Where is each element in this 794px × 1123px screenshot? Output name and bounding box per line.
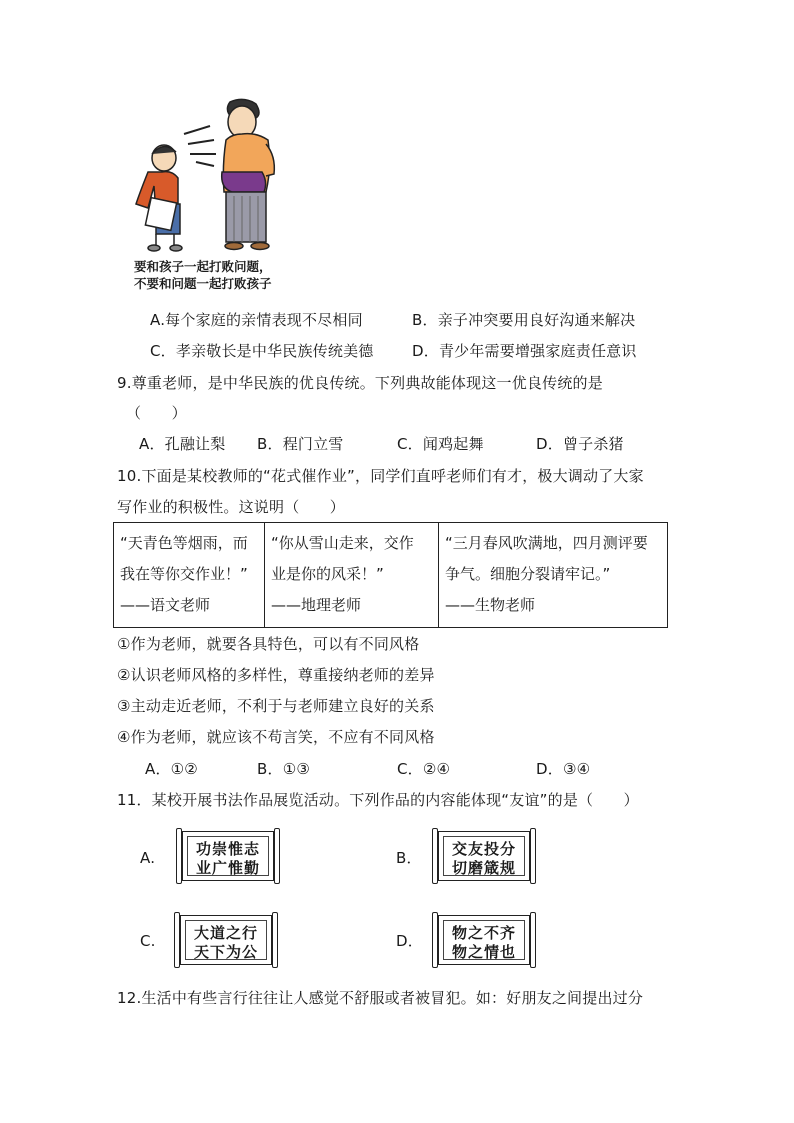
parent-child-cartoon <box>126 96 306 254</box>
q11-option-b-label: B． <box>396 849 422 867</box>
parent-figure <box>222 99 275 249</box>
q9-option-d: D．曾子杀猪 <box>536 435 624 453</box>
teacher-quotes-table <box>113 522 668 628</box>
q10-statement-3: ③主动走近老师，不利于与老师建立良好的关系 <box>117 697 435 715</box>
q10-option-b: B．①③ <box>257 760 310 778</box>
q10-option-d: D．③④ <box>536 760 591 778</box>
q9-stem: 9.尊重老师，是中华民族的优良传统。下列典故能体现这一优良传统的是 <box>117 374 603 392</box>
q10-statement-2: ②认识老师风格的多样性，尊重接纳老师的差异 <box>117 666 435 684</box>
quote-cell-geography: “你从雪山走来，交作 业是你的风采！” ——地理老师 <box>265 523 439 628</box>
q10-stem-line2: 写作业的积极性。这说明（ ） <box>117 498 346 516</box>
cartoon-caption-line1: 要和孩子一起打败问题， <box>134 259 272 274</box>
child-figure <box>136 145 182 251</box>
q8-option-a: A.每个家庭的亲情表现不尽相同 <box>150 311 363 329</box>
calligraphy-scroll-a: 功崇惟志 业广惟勤 <box>176 828 280 884</box>
q11-stem: 11．某校开展书法作品展览活动。下列作品的内容能体现“友谊”的是（ ） <box>117 791 639 809</box>
q10-statement-1: ①作为老师，就要各具特色，可以有不同风格 <box>117 635 420 653</box>
cartoon-caption-line2: 不要和问题一起打败孩子 <box>134 276 272 291</box>
shout-lines-icon <box>184 126 216 166</box>
calligraphy-scroll-d: 物之不齐 物之情也 <box>432 912 536 968</box>
q12-stem-line1: 12.生活中有些言行往往让人感觉不舒服或者被冒犯。如：好朋友之间提出过分 <box>117 989 644 1007</box>
calligraphy-scroll-c: 大道之行 天下为公 <box>174 912 278 968</box>
q10-option-c: C．②④ <box>397 760 451 778</box>
q10-option-a: A．①② <box>145 760 198 778</box>
q8-option-c: C．孝亲敬长是中华民族传统美德 <box>150 342 374 360</box>
quote-cell-chinese: “天青色等烟雨，而 我在等你交作业！” ——语文老师 <box>114 523 265 628</box>
q10-statement-4: ④作为老师，就应该不苟言笑，不应有不同风格 <box>117 728 435 746</box>
q9-answer-blank: （ ） <box>126 404 187 422</box>
q11-option-d-label: D． <box>396 932 423 950</box>
q11-option-c-label: C. <box>140 932 156 950</box>
calligraphy-scroll-b: 交友投分 切磨箴规 <box>432 828 536 884</box>
q9-option-c: C．闻鸡起舞 <box>397 435 484 453</box>
q8-option-b: B．亲子冲突要用良好沟通来解决 <box>412 311 636 329</box>
q9-option-a: A．孔融让梨 <box>139 435 226 453</box>
q10-stem-line1: 10.下面是某校教师的“花式催作业”，同学们直呼老师们有才，极大调动了大家 <box>117 467 644 485</box>
q11-option-a-label: A. <box>140 849 156 867</box>
q8-option-d: D．青少年需要增强家庭责任意识 <box>412 342 637 360</box>
q9-option-b: B．程门立雪 <box>257 435 344 453</box>
quote-cell-biology: “三月春风吹满地，四月测评要 争气。细胞分裂请牢记。” ——生物老师 <box>439 523 668 628</box>
